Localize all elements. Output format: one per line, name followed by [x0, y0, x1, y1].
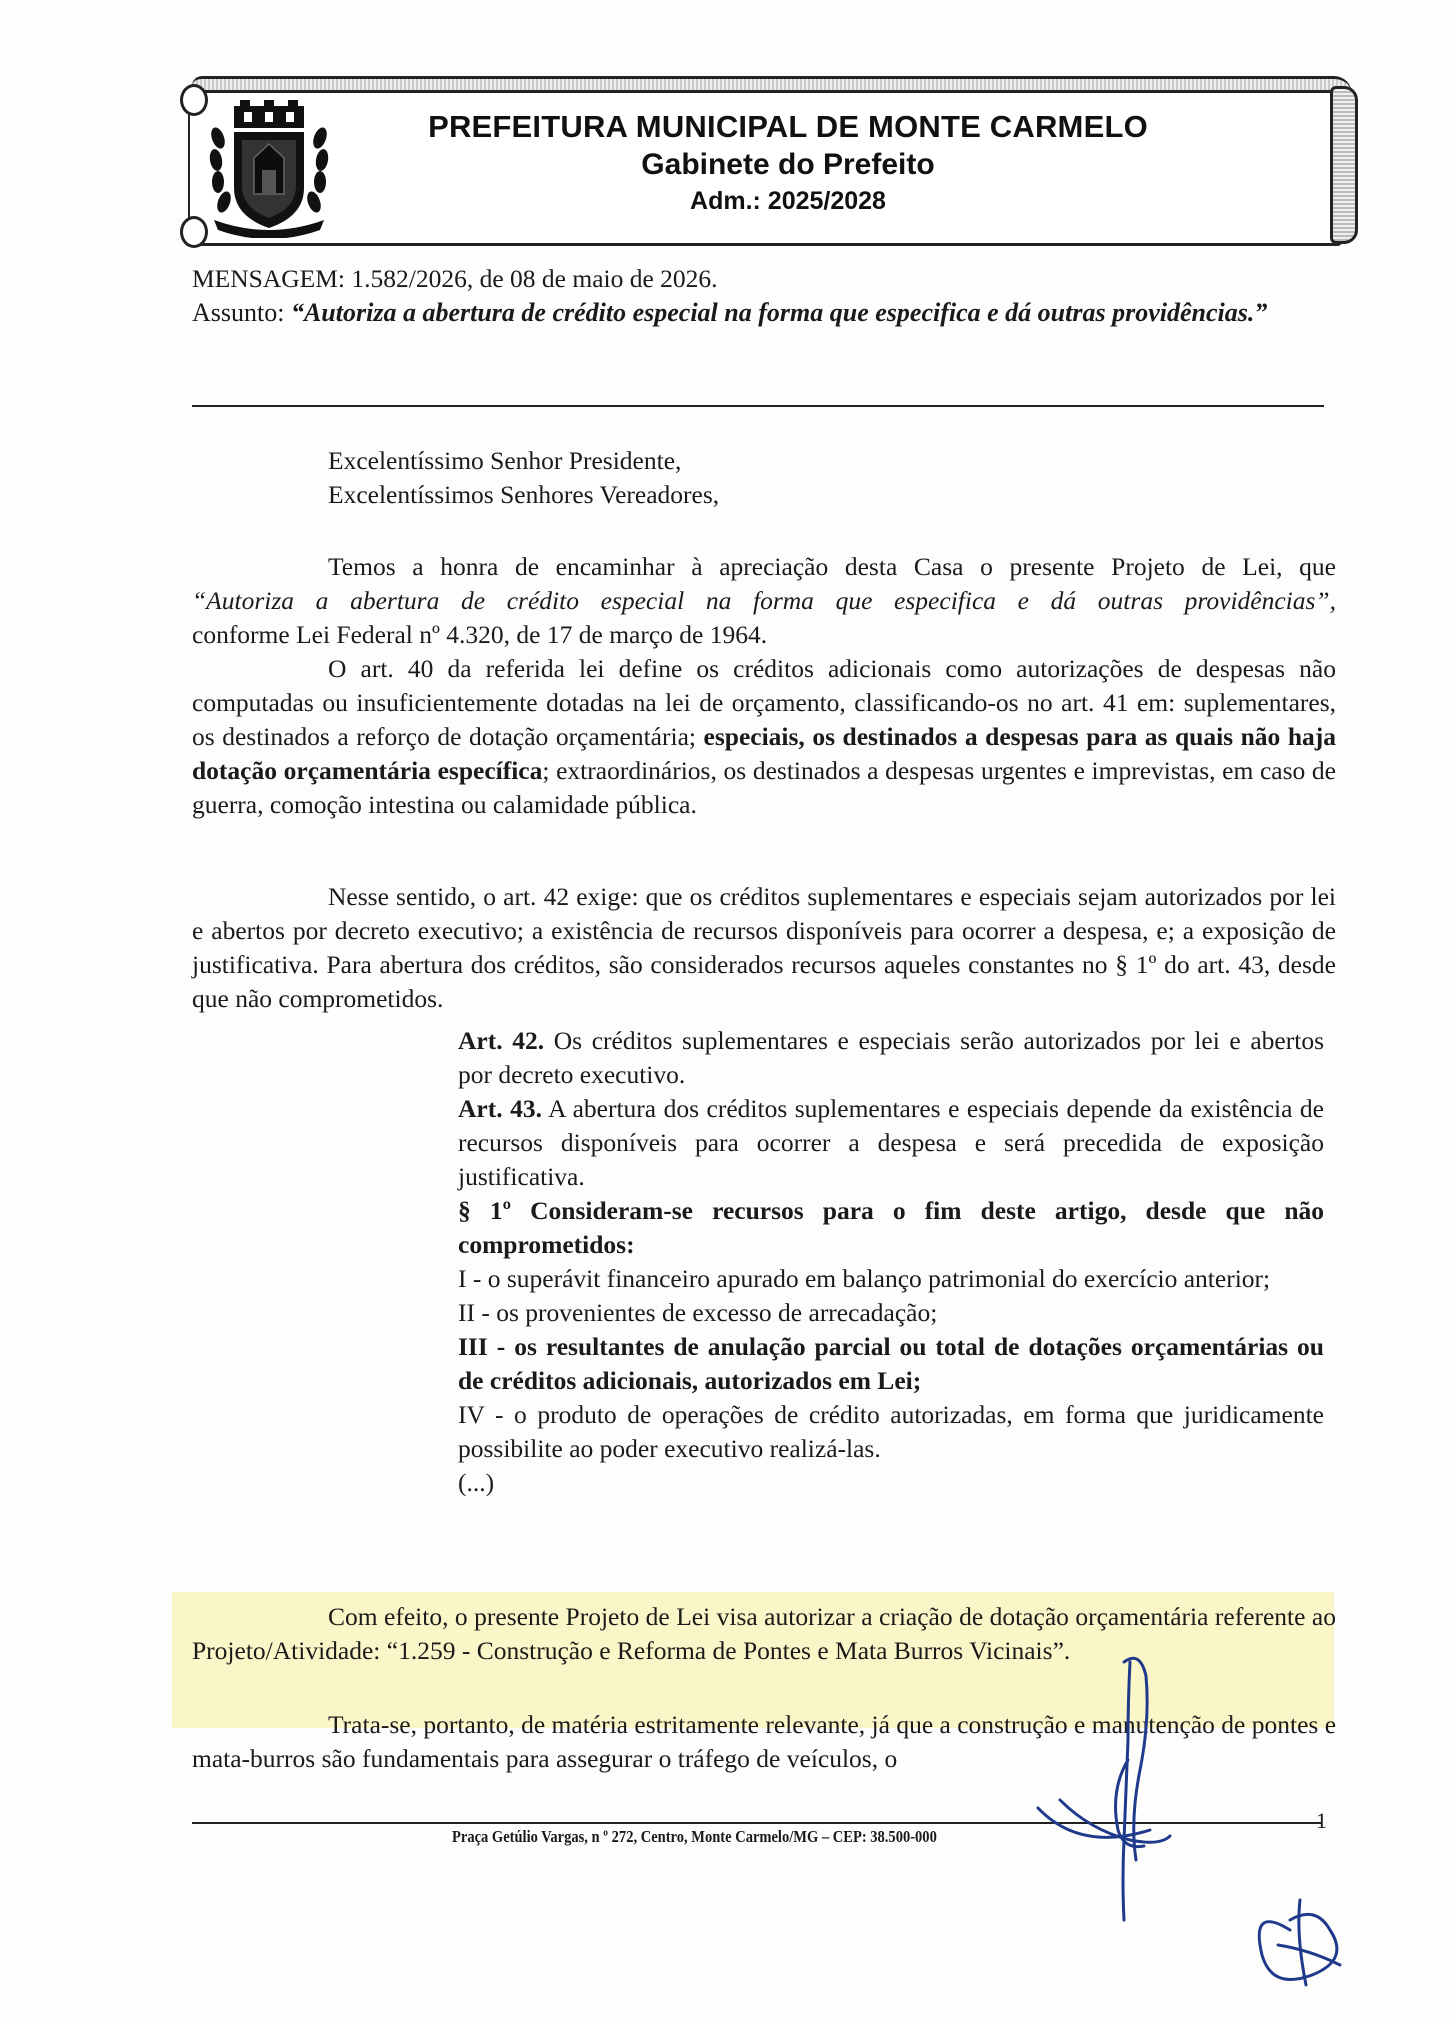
art-43-label: Art. 43.	[458, 1094, 542, 1123]
paragraph-5	[192, 1708, 1336, 1776]
art-42-label: Art. 42.	[458, 1026, 545, 1055]
paragraph-3-text: Nesse sentido, o art. 42 exige: que os créditos suplementares e especiais sejam autorizados por lei e abertos por decreto executivo; a existência de recursos disponíveis para ocorrer a despesa, e; a exposição de justificativa. Para abertura dos créditos, são considerados recursos aqueles constantes no § 1º do art. 43, desde que não comprometidos.	[192, 882, 1336, 1013]
municipal-coat-of-arms-icon	[204, 98, 334, 238]
message-header	[192, 262, 1336, 330]
paragraph-3	[192, 880, 1336, 1016]
law-citation	[458, 1024, 1324, 1500]
paragraph-4	[192, 1600, 1336, 1668]
citation-art-42	[458, 1024, 1324, 1092]
banner-right-scroll	[1330, 86, 1358, 244]
art-43-text: A abertura dos créditos suplementares e especiais depende da existência de recursos disponíveis para ocorrer a despesa e será precedida de exposição justificativa.	[458, 1094, 1324, 1191]
paragraph-2-part-a: O art. 40 da referida lei define os créditos adicionais como autorizações de despesas não computadas ou insuficientemente dotadas na lei de orçamento, classificando-os no art. 41 em: suplementares, os destinados a reforço de dotação orçamentária;	[192, 654, 1336, 751]
paragraph-1-law-reference: conforme Lei Federal nº 4.320, de 17 de março de 1964.	[192, 620, 768, 649]
institution-name: PREFEITURA MUNICIPAL DE MONTE CARMELO	[428, 109, 1148, 144]
paragraph-4-text: Com efeito, o presente Projeto de Lei visa autorizar a criação de dotação orçamentária referente ao Projeto/Atividade: “1.259 - Construção e Reforma de Pontes e Mata Burros Vicinais”.	[192, 1602, 1336, 1665]
header-banner	[188, 76, 1358, 248]
administration-term: Adm.: 2025/2028	[690, 187, 886, 215]
citation-item-ii: II - os provenientes de excesso de arrecadação;	[458, 1298, 938, 1327]
office-name: Gabinete do Prefeito	[641, 148, 935, 181]
paragraph-1	[192, 550, 1336, 652]
paragraph-1-law-title: “Autoriza a abertura de crédito especial na forma que especifica e dá outras providências”,	[192, 586, 1336, 615]
paragraph-1-line-1: Temos a honra de encaminhar à apreciação desta Casa o presente Projeto de Lei, que	[328, 552, 1336, 581]
citation-paragraph-1: § 1º Consideram-se recursos para o fim deste artigo, desde que não comprometidos:	[458, 1196, 1324, 1259]
paragraph-2-bold: especiais, os destinados a despesas para as quais não haja dotação orçamentária específica	[192, 722, 1336, 785]
subject-label: Assunto:	[192, 298, 285, 327]
art-42-text: Os créditos suplementares e especiais serão autorizados por lei e abertos por decreto executivo.	[458, 1026, 1324, 1089]
salutation	[328, 444, 1328, 512]
subject-divider	[192, 405, 1324, 407]
citation-item-iii: III - os resultantes de anulação parcial ou total de dotações orçamentárias ou de créditos adicionais, autorizados em Lei;	[458, 1332, 1324, 1395]
paragraph-2-part-c: ; extraordinários, os destinados a despesas urgentes e imprevistas, em caso de guerra, comoção intestina ou calamidade pública.	[192, 756, 1336, 819]
citation-item-iv: IV - o produto de operações de crédito autorizadas, em forma que juridicamente possibilite ao poder executivo realizá-las.	[458, 1400, 1324, 1463]
citation-art-43	[458, 1092, 1324, 1194]
footer-address: Praça Getúlio Vargas, n º 272, Centro, Monte Carmelo/MG – CEP: 38.500-000	[452, 1827, 937, 1846]
header-text	[388, 108, 1188, 218]
salutation-line-2: Excelentíssimos Senhores Vereadores,	[328, 480, 720, 509]
citation-item-i: I - o superávit financeiro apurado em balanço patrimonial do exercício anterior;	[458, 1264, 1271, 1293]
footer-divider	[192, 1822, 1322, 1824]
message-subject	[192, 296, 1336, 330]
citation-ellipsis: (...)	[458, 1468, 495, 1497]
paragraph-2	[192, 652, 1336, 822]
paragraph-2-text	[192, 652, 1336, 822]
subject-text: “Autoriza a abertura de crédito especial na forma que especifica e dá outras providências.”	[290, 298, 1268, 327]
page-number: 1	[1316, 1808, 1327, 1833]
paragraph-5-text: Trata-se, portanto, de matéria estritamente relevante, já que a construção e manutenção de pontes e mata-burros são fundamentais para assegurar o tráfego de veículos, o	[192, 1710, 1337, 1773]
message-reference: MENSAGEM: 1.582/2026, de 08 de maio de 2026.	[192, 264, 718, 293]
salutation-line-1: Excelentíssimo Senhor Presidente,	[328, 446, 682, 475]
